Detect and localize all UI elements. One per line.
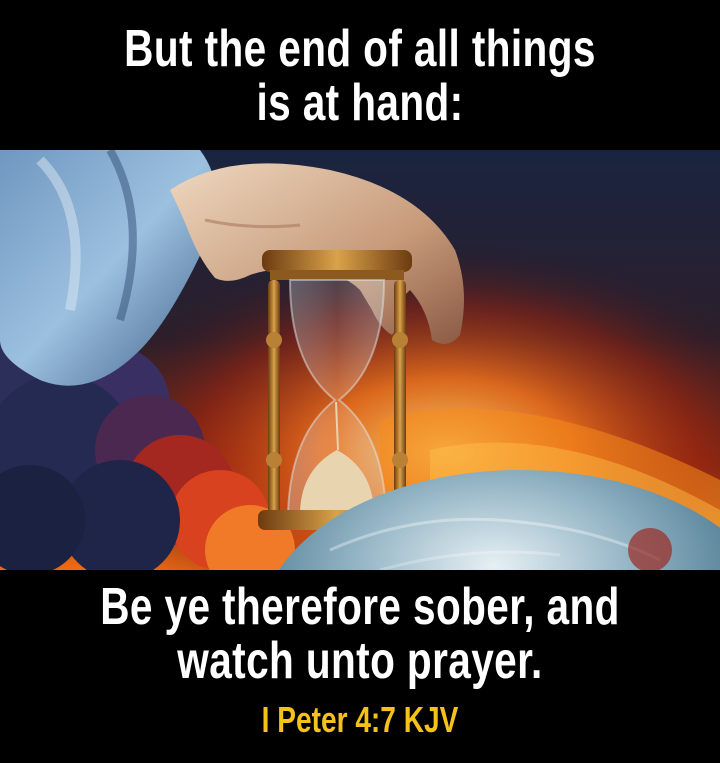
hourglass-artwork	[0, 150, 720, 570]
top-caption-line-1: But the end of all things	[124, 20, 596, 78]
bottom-caption-line-2: watch unto prayer.	[177, 632, 543, 690]
bottom-caption-line-1: Be ye therefore sober, and	[100, 578, 620, 636]
top-caption-line-2: is at hand:	[256, 74, 464, 132]
top-caption	[79, 22, 641, 130]
hourglass-illustration	[0, 150, 720, 570]
bottom-caption	[79, 580, 641, 688]
scripture-citation: I Peter 4:7 KJV	[261, 699, 459, 740]
